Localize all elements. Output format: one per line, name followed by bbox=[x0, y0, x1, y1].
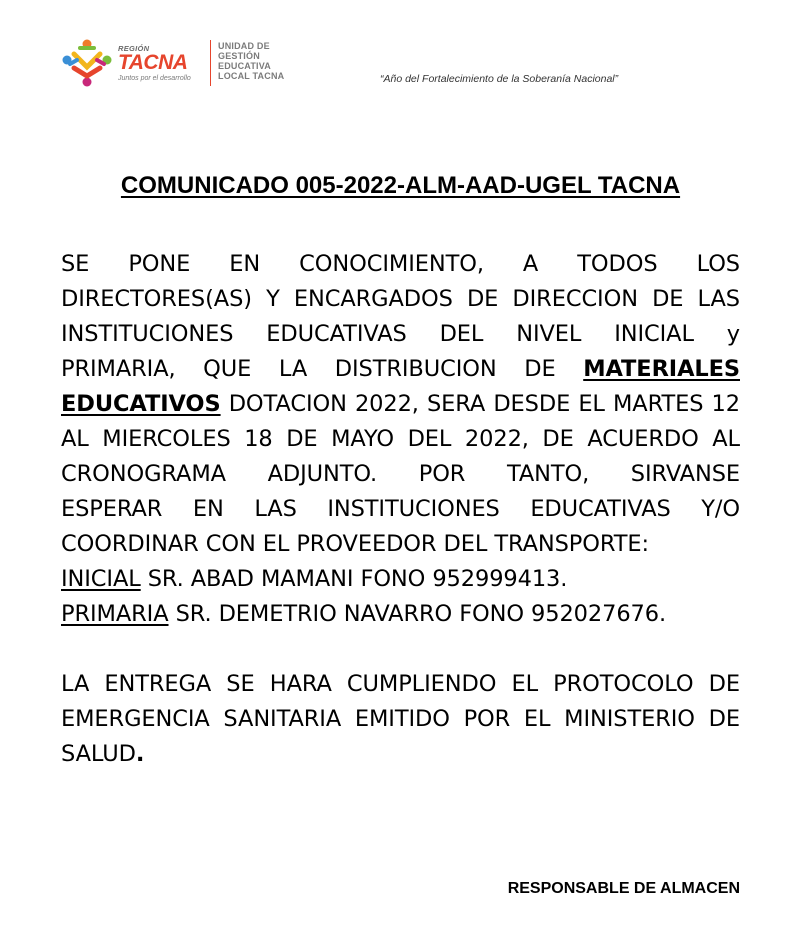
paragraph-period: . bbox=[135, 741, 145, 767]
paragraph-line: DIRECTORES(AS) Y ENCARGADOS DE DIRECCION DE LAS bbox=[61, 286, 740, 312]
paragraph-line: INSTITUCIONES EDUCATIVAS DEL NIVEL INICIAL y bbox=[61, 321, 740, 347]
educational-emphasis: EDUCATIVOS bbox=[61, 391, 221, 417]
paragraph-line: SE PONE EN CONOCIMIENTO, A TODOS LOS bbox=[61, 251, 740, 277]
paragraph-text: SALUD bbox=[61, 741, 136, 767]
contact-level: PRIMARIA bbox=[61, 601, 169, 627]
paragraph-text: PRIMARIA, QUE LA DISTRIBUCION DE bbox=[61, 356, 556, 382]
ugel-line: EDUCATIVA bbox=[218, 61, 271, 71]
materials-emphasis: MATERIALES bbox=[583, 356, 740, 382]
paragraph-text: DOTACION 2022, SERA DESDE EL MARTES 12 bbox=[220, 391, 740, 417]
paragraph-line bbox=[61, 352, 740, 387]
protocol-paragraph bbox=[61, 667, 740, 772]
brand-name: TACNA bbox=[118, 51, 188, 74]
ugel-line: UNIDAD DE bbox=[218, 41, 270, 51]
contact-primaria bbox=[61, 597, 740, 632]
contact-inicial bbox=[61, 562, 740, 597]
region-tacna-brand bbox=[118, 44, 208, 84]
paragraph-line: ESPERAR EN LAS INSTITUCIONES EDUCATIVAS Y/O bbox=[61, 496, 740, 522]
contact-detail: SR. DEMETRIO NAVARRO FONO 952027676. bbox=[168, 601, 667, 627]
paragraph-line: COORDINAR CON EL PROVEEDOR DEL TRANSPORTE: bbox=[61, 531, 650, 557]
brand-tagline: Juntos por el desarrollo bbox=[118, 75, 191, 82]
paragraph-line: EMERGENCIA SANITARIA EMITIDO POR EL MINISTERIO DE bbox=[61, 706, 740, 732]
brand-region-label: REGIÓN bbox=[118, 44, 150, 53]
paragraph-line: AL MIERCOLES 18 DE MAYO DEL 2022, DE ACUERDO AL bbox=[61, 426, 740, 452]
paragraph-line bbox=[61, 387, 740, 422]
ugel-name bbox=[218, 41, 308, 81]
document-header bbox=[60, 36, 750, 92]
contact-level: INICIAL bbox=[61, 566, 141, 592]
paragraph-line: LA ENTREGA SE HARA CUMPLIENDO EL PROTOCOLO DE bbox=[61, 671, 740, 697]
paragraph-line: CRONOGRAMA ADJUNTO. POR TANTO, SIRVANSE bbox=[61, 461, 740, 487]
document-title: COMUNICADO 005-2022-ALM-AAD-UGEL TACNA bbox=[120, 172, 681, 199]
year-motto: “Año del Fortalecimiento de la Soberanía Nacional” bbox=[380, 73, 619, 85]
announcement-paragraph bbox=[61, 247, 740, 632]
header-divider bbox=[210, 40, 211, 86]
ugel-line: LOCAL TACNA bbox=[218, 71, 285, 81]
ugel-line: GESTIÓN bbox=[218, 51, 260, 61]
contact-detail: SR. ABAD MAMANI FONO 952999413. bbox=[140, 566, 568, 592]
signature-line: RESPONSABLE DE ALMACEN bbox=[507, 880, 740, 897]
region-tacna-logo-icon bbox=[60, 38, 114, 88]
paragraph-line bbox=[61, 737, 740, 772]
